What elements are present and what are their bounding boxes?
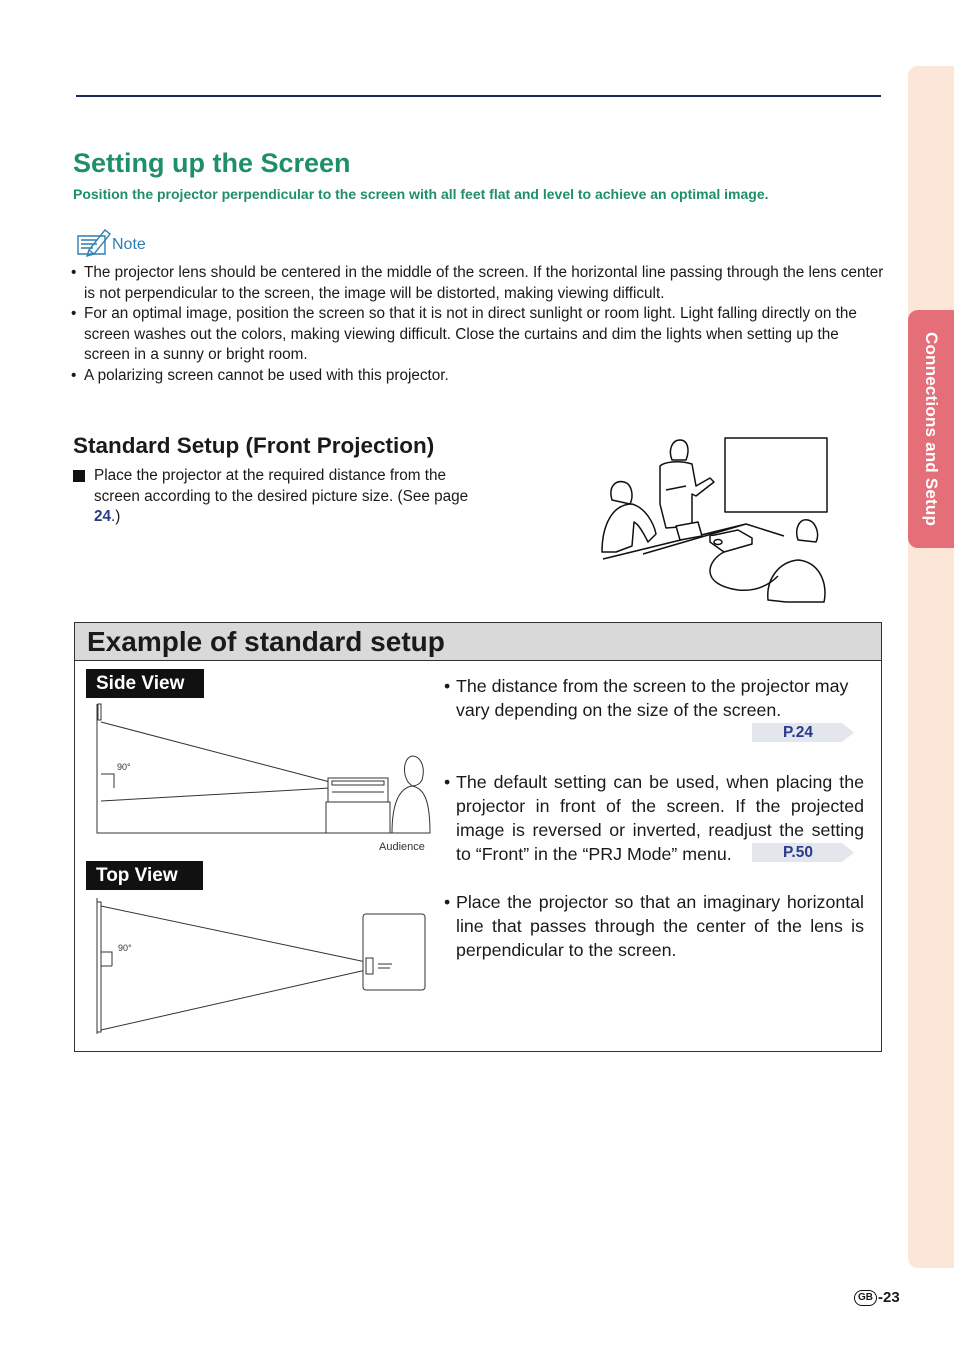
page-reference-link[interactable]: 24 xyxy=(94,508,112,525)
page-number xyxy=(854,1289,900,1306)
example-item-3 xyxy=(444,890,864,962)
bullet-icon: • xyxy=(444,772,451,792)
side-tab-strip xyxy=(908,66,954,1268)
top-angle-label: 90° xyxy=(118,943,132,953)
example-item-3-text: Place the projector so that an imaginary horizontal line that passes through the center of the lens is perpendicular to the screen. xyxy=(456,892,864,960)
note-item: • For an optimal image, position the screen so that it is not in direct sunlight or room light. Light falling directly on the screen washes out the colors, making viewing difficult. Close the curtains and dim the lights when setting up the screen in a sunny or bright room. xyxy=(71,304,886,366)
note-item: • A polarizing screen cannot be used with this projector. xyxy=(71,366,886,387)
standard-setup-text xyxy=(73,466,473,528)
section-subtitle: Position the projector perpendicular to the screen with all feet flat and level to achieve an optimal image. xyxy=(73,186,769,202)
note-item: • The projector lens should be centered in the middle of the screen. If the horizontal line passing through the lens center is not perpendicular to the screen, the image will be distorted, making viewing difficult. xyxy=(71,263,886,304)
audience-label: Audience xyxy=(379,841,425,853)
page-ref-p24[interactable]: P.24 xyxy=(783,724,813,741)
note-list xyxy=(71,263,886,386)
side-tab-label[interactable]: Connections and Setup xyxy=(922,331,941,527)
presentation-room-illustration xyxy=(598,434,833,606)
top-view-label: Top View xyxy=(86,861,203,890)
page-number-text: -23 xyxy=(878,1289,900,1306)
side-view-diagram xyxy=(92,700,432,860)
standard-setup-text-before: Place the projector at the required distance from the screen according to the desired picture size. (See page xyxy=(94,467,469,505)
example-title: Example of standard setup xyxy=(87,626,445,657)
region-badge: GB xyxy=(854,1290,877,1306)
square-bullet-icon xyxy=(73,470,85,482)
bullet-icon: • xyxy=(444,892,451,912)
standard-setup-heading: Standard Setup (Front Projection) xyxy=(73,433,435,458)
standard-setup-text-after: .) xyxy=(111,508,121,525)
section-title: Setting up the Screen xyxy=(73,148,351,178)
note-label: Note xyxy=(112,236,146,253)
side-angle-label: 90° xyxy=(117,762,131,772)
example-item-1-text: The distance from the screen to the projector may vary depending on the size of the screen. xyxy=(456,676,849,720)
side-tab-label-wrap[interactable] xyxy=(908,310,954,548)
top-rule xyxy=(76,95,881,97)
page-ref-p50[interactable]: P.50 xyxy=(783,844,813,861)
top-view-diagram xyxy=(92,892,432,1042)
example-item-1 xyxy=(444,674,864,722)
side-view-label: Side View xyxy=(86,669,204,698)
bullet-icon: • xyxy=(444,676,451,696)
example-item-2-text: The default setting can be used, when placing the projector in front of the screen. If the projected image is reversed or inverted, readjust the setting to “Front” in the “PRJ Mode” menu. xyxy=(456,772,864,864)
